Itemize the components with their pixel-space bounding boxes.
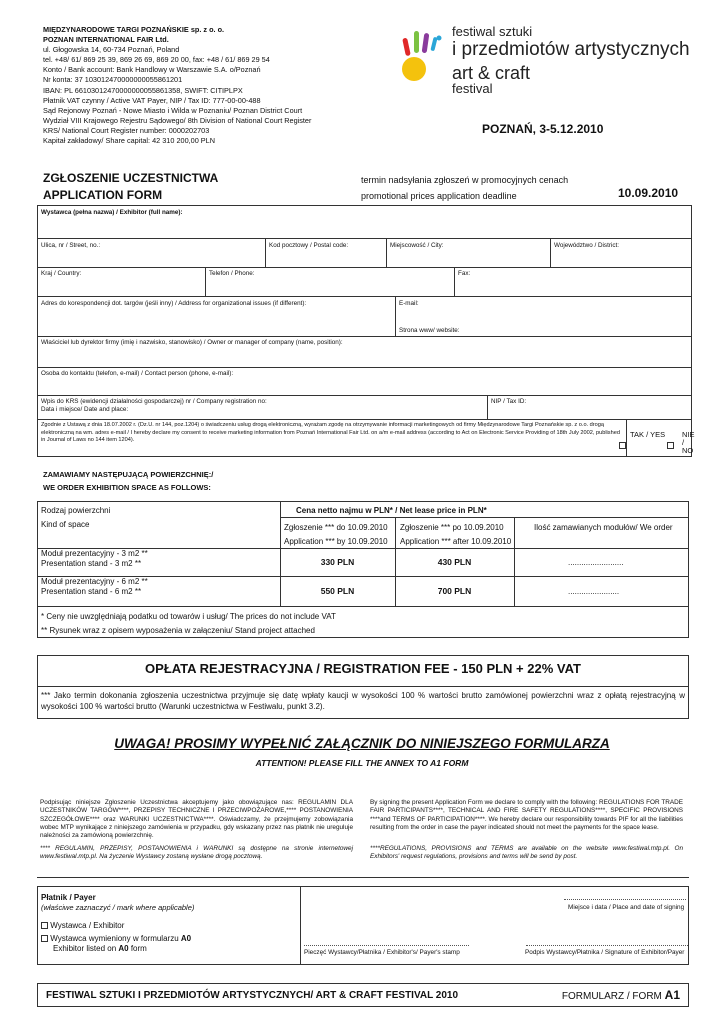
place-date-line (564, 899, 686, 900)
company-line: IBAN: PL 66103012470000000055861358, SWIFT: CITIPLPX (43, 85, 243, 95)
tax-id-label: NIP / Tax ID: (491, 398, 527, 405)
registration-fee-box (37, 655, 689, 719)
email-label: E-mail: (399, 300, 419, 307)
payer-exhibitor-label: Wystawca / Exhibitor (50, 921, 125, 930)
order-heading-pl: ZAMAWIAMY NASTĘPUJĄCĄ POWIERZCHNIĘ:/ (43, 470, 214, 479)
festival-line1: festiwal sztuki (452, 24, 533, 39)
footer-form-text: FORMULARZ / FORM (561, 991, 665, 1002)
company-info (43, 25, 373, 146)
payer-option-a0-en (53, 944, 147, 953)
phone-label: Telefon / Phone: (209, 270, 255, 277)
row-stand-6m2-en: Presentation stand - 6 m2 ** (41, 587, 142, 596)
company-line: Kapitał zakładowy/ Share capital: 42 310 200,00 PLN (43, 136, 215, 146)
owner-label: Właściciel lub dyrektor firmy (imię i nazwisko, stanowisko) / Owner or manager of company (name, position): (41, 339, 343, 346)
payer-option-exhibitor[interactable] (41, 921, 124, 930)
company-line: Płatnik VAT czynny / Active VAT Payer, NIP / Tax ID: 777-00-00-488 (43, 95, 261, 105)
footer (37, 983, 689, 1007)
footer-form-label (562, 988, 680, 1002)
payer-a0-label-en: Exhibitor listed on (53, 944, 119, 953)
consent-text: Zgodnie z Ustawą z dnia 18.07.2002 r. (Dz.U. nr 144, poz.1204) o świadczeniu usług drogą elektroniczną, wyrażam zgodę na otrzymywanie informacji marketingowych od firmy Międzynarodowe Targi Poznańskie sp. z o.o. drogą elektroniczną na wm. adres e-mail / I hereby declare my consent to receive marketing information from Poznań International Fair Ltd. on a/m e-mail address (according to Act on Electronic Service Providing of 18th July 2002, published in Journal of Laws no 144 item 1204). (41, 422, 620, 444)
col-type-en: Kind of space (41, 520, 90, 529)
price-6m2-before: 550 PLN (320, 586, 355, 596)
row-stand-3m2-en: Presentation stand - 3 m2 ** (41, 559, 142, 568)
company-line: Sąd Rejonowy Poznań - Nowe Miasto i Wilda w Poznaniu/ Poznan District Court (43, 105, 303, 115)
order-heading-en: WE ORDER EXHIBITION SPACE AS FOLLOWS: (43, 483, 211, 492)
city-label: Miejscowość / City: (390, 242, 444, 249)
exhibitor-form (37, 205, 695, 457)
signature-line (526, 945, 688, 946)
payer-subtitle: (właściwe zaznaczyć / mark where applicable) (41, 903, 195, 912)
postal-code-label: Kod pocztowy / Postal code: (269, 242, 349, 249)
consent-yes-label: TAK / YES (630, 430, 666, 439)
payer-a0-label-pl: Wystawca wymieniony w formularzu (50, 934, 181, 943)
consent-yes-checkbox[interactable] (619, 442, 626, 449)
terms-pl: Podpisując niniejsze Zgłoszenie Uczestnictwa akceptujemy jako obowiązujące nas: REGULAMIN DLA UCZESTNIKÓW TARGÓW****, PRZEPISY TECHNICZNE I PRZECIWPOŻAROWE,**** POSTANOWIENIA SZCZEGÓŁOWE**** oraz WARUNKI UCZESTNICTWA****. Oświadczamy, że przejmujemy zobowiązania wobec MTP wynikające z niniejszego zamówienia w przypadku, gdy wskazany przez nas płatnik nie ureguluje należności za zamówioną powierzchnię. (40, 799, 353, 840)
price-6m2-after: 700 PLN (437, 586, 472, 596)
company-name-pl: MIĘDZYNARODOWE TARGI POZNAŃSKIE sp. z o. o. (43, 25, 225, 34)
annex-warning-pl: UWAGA! PROSIMY WYPEŁNIĆ ZAŁĄCZNIK DO NINIEJSZEGO FORMULARZA (114, 736, 610, 751)
quantity-6m2-field[interactable]: ....................... (568, 587, 620, 596)
col-after-en: Application *** after 10.09.2010 (400, 537, 512, 546)
footer-title: FESTIWAL SZTUKI I PRZEDMIOTÓW ARTYSTYCZNYCH/ ART & CRAFT FESTIVAL 2010 (46, 990, 459, 1001)
company-line: Wydział VIII Krajowego Rejestru Sądowego/ 8th Division of National Court Register (43, 115, 312, 125)
col-quantity: Ilość zamawianych modułów/ We order (534, 523, 673, 532)
form-title (43, 170, 218, 204)
col-after-pl: Zgłoszenie *** po 10.09.2010 (400, 523, 504, 532)
festival-line2: i przedmiotów artystycznych (452, 39, 690, 60)
festival-title (452, 24, 690, 96)
price-3m2-after: 430 PLN (437, 557, 472, 567)
terms-divider (37, 877, 689, 878)
consent-no-checkbox[interactable] (667, 442, 674, 449)
consent-no-label: NIE / NO (682, 430, 695, 455)
payer-title: Płatnik / Payer (41, 893, 96, 902)
payer-box (37, 886, 689, 965)
festival-logo-icon (400, 26, 460, 86)
payer-option-a0[interactable] (41, 934, 191, 943)
deadline-label-en: promotional prices application deadline (361, 191, 517, 201)
stamp-label: Pieczęć Wystawcy/Płatnika / Exhibitor's/ Payer's stamp (304, 949, 460, 956)
row-stand-6m2-pl: Moduł prezentacyjny - 6 m2 ** (41, 577, 148, 586)
annex-warning-en: ATTENTION! PLEASE FILL THE ANNEX TO A1 FORM (255, 758, 469, 768)
order-table (37, 501, 689, 638)
payer-a0-checkbox[interactable] (41, 935, 48, 942)
col-type-pl: Rodzaj powierzchni (41, 506, 111, 515)
payer-a0-code-en: A0 (118, 944, 129, 953)
payer-exhibitor-checkbox[interactable] (41, 922, 48, 929)
contact-person-label: Osoba do kontaktu (telefon, e-mail) / Contact person (phone, e-mail): (41, 370, 234, 377)
place-date-label: Miejsce i data / Place and date of signing (568, 904, 685, 911)
form-title-en: APPLICATION FORM (43, 188, 163, 202)
correspondence-address-label: Adres do korespondencji dot. targów (jeśli inny) / Address for organizational issues (if different): (41, 300, 307, 307)
company-line: Konto / Bank account: Bank Handlowy w Warszawie S.A. o/Poznań (43, 65, 261, 75)
note-stand-project: ** Rysunek wraz z opisem wyposażenia w załączeniu/ Stand project attached (41, 626, 315, 635)
price-3m2-before: 330 PLN (320, 557, 355, 567)
stamp-line (304, 945, 469, 946)
quantity-3m2-field[interactable]: ......................... (568, 558, 624, 567)
company-name-en: POZNAN INTERNATIONAL FAIR Ltd. (43, 35, 169, 45)
deadline-label (361, 172, 568, 204)
col-before-en: Application *** by 10.09.2010 (284, 537, 388, 546)
country-label: Kraj / Country: (41, 270, 82, 277)
street-label: Ulica, nr / Street, no.: (41, 242, 101, 249)
registration-fee-text: *** Jako termin dokonania zgłoszenia uczestnictwa przyjmuje się datę wpłaty kaucji w wysokości 100 % wartości brutto zamówionej powierzchni wraz z opłatą rejestracyjną w wysokości 100 % wartości brutto (Warunki uczestnictwa w Festiwalu, punkt 3.2). (41, 691, 685, 711)
signature-label: Podpis Wystawcy/Płatnika / Signature of Exhibitor/Payer (525, 949, 685, 956)
footer-form-code: A1 (664, 988, 680, 1002)
fax-label: Fax: (458, 270, 471, 277)
terms-pl-note: **** REGULAMIN, PRZEPISY, POSTANOWIENIA i WARUNKI są dostępne na stronie internetowej www.festiwal.mtp.pl. Na życzenie Wystawcy zostaną wysłane drogą pocztową. (40, 845, 353, 861)
website-label: Strona www/ website: (399, 327, 460, 334)
company-line: Nr konta: 37 103012470000000055861201 (43, 75, 183, 85)
col-before-pl: Zgłoszenie *** do 10.09.2010 (284, 523, 388, 532)
festival-line3: art & craft (452, 63, 531, 83)
festival-line4: festival (452, 81, 493, 96)
registration-no-label: Wpis do KRS (ewidencji działalności gospodarczej) nr / Company registration no: (41, 398, 267, 405)
event-date-place: POZNAŃ, 3-5.12.2010 (482, 122, 604, 136)
form-title-pl: ZGŁOSZENIE UCZESTNICTWA (43, 171, 219, 185)
payer-a0-form-word: form (128, 944, 147, 953)
company-line: tel. +48/ 61/ 869 25 39, 869 26 69, 869 20 00, fax: +48 / 61/ 869 29 54 (43, 55, 270, 65)
company-line: ul. Głogowska 14, 60-734 Poznań, Poland (43, 45, 180, 55)
company-line: KRS/ National Court Register number: 0000202703 (43, 125, 210, 135)
terms-en: By signing the present Application Form we declare to comply with the following: REGULATIONS FOR TRADE FAIR PARTICIPANTS****, TECHNICAL AND FIRE SAFETY REGULATIONS****, SPECIFIC PROVISIONS ****and TERMS OF PARTICIPATION****. We hereby declare our responsibility towards PIF for all the liabilities resulting from the order in case the payer indicated should not meet the payments for the space lease. (370, 799, 683, 831)
order-heading (43, 468, 213, 494)
row-stand-3m2-pl: Moduł prezentacyjny - 3 m2 ** (41, 549, 148, 558)
exhibitor-name-label: Wystawca (pełna nazwa) / Exhibitor (full name): (41, 209, 183, 216)
district-label: Województwo / District: (554, 242, 619, 249)
note-vat: * Ceny nie uwzględniają podatku od towarów i usług/ The prices do not include VAT (41, 612, 336, 621)
registration-fee-title: OPŁATA REJESTRACYJNA / REGISTRATION FEE - 150 PLN + 22% VAT (145, 661, 581, 676)
payer-a0-code: A0 (180, 934, 192, 943)
deadline-label-pl: termin nadsyłania zgłoszeń w promocyjnych cenach (361, 175, 569, 185)
deadline-date: 10.09.2010 (618, 186, 679, 200)
registration-date-label: Data i miejsce/ Date and place: (41, 406, 129, 413)
terms-en-note: ****REGULATIONS, PROVISIONS and TERMS are available on the website www.festiwal.mtp.pl. On Exhibitors' request regulations, provisions and terms will be send by post. (370, 845, 683, 861)
price-header: Cena netto najmu w PLN* / Net lease price in PLN* (296, 506, 487, 515)
